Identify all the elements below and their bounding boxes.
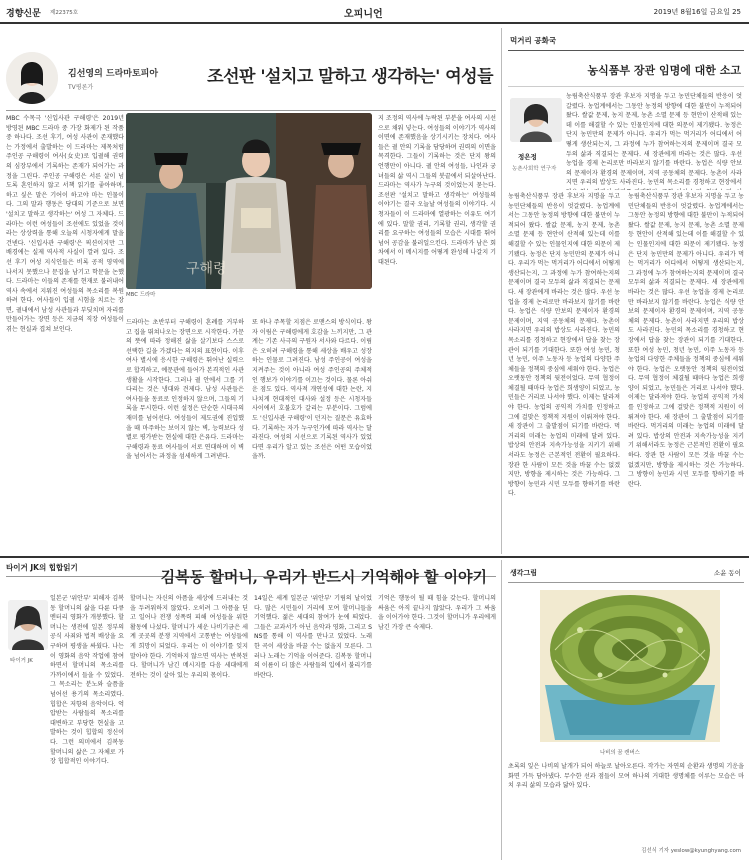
right-divider-top <box>508 50 744 51</box>
art-divider <box>508 582 744 583</box>
article-col-2: 드라마는 초반부터 구해령이 혼례를 거부하고 집을 뛰쳐나오는 장면으로 시작한다. 가문의 뜻에 따라 정해진 삶을 살기보다 스스로 선택한 길을 가겠다는 의지의 표현이다. 이후 여사 별시에 응시한 구해령은 뛰어난 실력으로 합격하고, 예문관에 들어가 본격적인 사관 생활을 시작한다. 그러나 궐 안에서 그를 기다리는 것은 냉대와 견제다. 남성 사관들은 여사들을 동료로 인정하지 않으며, 그들의 기록을 무시한다. 이런 설정은 단순한 시대극의 재미를 넘어선다. 여성들이 제도권에 진입했을 때 마주하는 보이지 않는 벽, 능력보다 성별로 평가받는 현실에 대한 은유다. 드라마는 구해령과 동료 여사들이 서로 연대하며 이 벽을 넘어서는 과정을 섬세하게 그려낸다. <box>126 319 244 461</box>
art-description: 초록의 잎은 나비의 날개가 되어 하늘로 날아오른다. 작가는 자연의 순환과 생명의 기운을 화면 가득 담아냈다. 무수한 선과 점들이 모여 하나의 거대한 생명체를 이루는 모습은 마치 우리 삶의 모습과 닮아 있다. <box>508 763 744 790</box>
date-page: 2019년 8월16일 금요일 25 <box>653 8 741 16</box>
drama-still-photo <box>126 113 372 289</box>
headline <box>168 52 493 92</box>
tiger-jk-photo <box>8 600 48 650</box>
right-headline: 농식품부 장관 임명에 대한 소고 <box>587 64 741 77</box>
section-title: 오피니언 <box>344 9 383 20</box>
bottom-column-divider <box>501 560 502 860</box>
art-caption: 나비의 꿈 캔버스 <box>600 750 640 756</box>
headline-text: 조선판 '설치고 말하고 생각하는' 여성들 <box>207 67 493 87</box>
bottom-column-label: 타이거 JK의 힙합읽기 <box>6 563 78 572</box>
right-article-col-2: 농림축산식품부 장관 후보자 지명을 두고 농민단체들의 반응이 엇갈렸다. 농업계에서는 그동안 농정의 방향에 대한 불만이 누적되어 왔다. 쌀값 문제, 농지 문제, 농촌 소멸 문제 등 현안이 산적해 있는데 이를 해결할 수 있는 인물인지에 대한 의문이 제기됐다. 농정은 단지 농민만의 문제가 아니다. 우리가 먹는 먹거리가 어디에서 어떻게 생산되는지, 그 과정에 누가 참여하는지의 문제이며 결국 모두의 삶과 직결되는 문제다. 새 장관에게 바라는 것은 많다. 우선 농업을 경제 논리로만 바라보지 않기를 바란다. 농업은 식량 안보의 문제이자 환경의 문제이며, 지역 공동체의 문제다. 농촌이 사라지면 우리의 밥상도 사라진다. 농민의 목소리를 경청하고 현장에서 답을 찾는 장관이 되기를 기대한다. 또한 여성 농민, 청년 농민, 이주 노동자 등 농업의 다양한 주체들을 정책의 중심에 세워야 한다. 농업은 오랫동안 정책의 뒷전이었다. 무역 협정이 체결될 때마다 농업은 희생양이 되었고, 농민들은 거리로 나서야 했다. 이제는 달라져야 한다. 농업의 공익적 가치를 인정하고 그에 걸맞은 정책적 지원이 이뤄져야 한다. 새 장관이 그 출발점이 되기를 바란다. 먹거리의 미래는 농업의 미래에 달려 있다. 밥상의 안전과 지속가능성을 지키기 위해서라도 농정은 근본적인 전환이 필요하다. 장관 한 사람이 모든 것을 바꿀 수는 없겠지만, 방향을 제시하는 것은 가능하다. 그 방향이 농민과 시민 모두를 향하기를 바란다. <box>628 193 744 488</box>
bottom-headline: 김복동 할머니, 우리가 반드시 기억해야 할 이야기 <box>160 568 487 586</box>
right-divider <box>508 86 744 87</box>
right-author-role: 농촌사회학 연구자 <box>512 166 557 172</box>
artwork <box>540 590 720 742</box>
reporter-email: 김선식 기자 yeslow@kyunghyang.com <box>641 848 741 854</box>
svg-text:구해령: 구해령 <box>186 261 227 277</box>
bottom-col-4: 기억은 행동이 될 때 힘을 갖는다. 할머니의 싸움은 아직 끝나지 않았다. 우리가 그 싸움을 이어가야 한다. 그것이 할머니가 우리에게 남긴 가장 큰 숙제다. <box>378 595 496 631</box>
photo-caption: MBC 드라마 <box>126 292 156 298</box>
bottom-col-2: 할머니는 자신의 아픔을 세상에 드러내는 것을 두려워하지 않았다. 오히려 그 아픔을 딛고 일어나 전쟁 성폭력 피해 여성들을 위한 활동에 나섰다. 할머니가 세운 나비기금은 세계 곳곳의 분쟁 지역에서 고통받는 여성들에게 희망이 되었다. 우리는 이 이야기를 잊지 말아야 한다. 기억하지 않으면 역사는 반복된다. 할머니가 남긴 메시지를 다음 세대에게 전하는 것이 살아 있는 우리의 몫이다. <box>130 595 248 679</box>
artist-name: 소윤 동이 <box>713 569 741 577</box>
divider <box>6 110 496 111</box>
right-article-head: 농림축산식품부 장관 후보자 지명을 두고 농민단체들의 반응이 엇갈렸다. 농업계에서는 그동안 농정의 방향에 대한 불만이 누적되어 왔다. 쌀값 문제, 농지 문제, 농촌 소멸 문제 등 현안이 산적해 있는데 이를 해결할 수 있는 인물인지에 대한 의문이 제기됐다. 농정은 단지 농민만의 문제가 아니다. 우리가 먹는 먹거리가 어디에서 어떻게 생산되는지, 그 과정에 누가 참여하는지의 문제이며 결국 모두의 삶과 직결되는 문제다. 새 장관에게 바라는 것은 많다. 우선 농업을 경제 논리로만 바라보지 않기를 바란다. 농업은 식량 안보의 문제이자 환경의 문제이며, 지역 공동체의 문제다. 농촌이 사라지면 우리의 밥상도 사라진다. 농민의 목소리를 경청하고 현장에서 <box>566 93 742 187</box>
right-column-label: 먹거리 공화국 <box>510 36 557 45</box>
masthead <box>0 0 749 24</box>
section-rule <box>0 556 749 558</box>
paper-name: 경향신문 <box>6 9 41 19</box>
bottom-col-1: 일본군 '위안부' 피해자 김복동 할머니의 삶을 다룬 다큐멘터리 영화가 개봉했다. 할머니는 생전에 일본 정부의 공식 사죄와 법적 배상을 요구하며 평생을 싸웠다. 나는 이 영화의 음악 작업에 참여하면서 할머니의 목소리를 가까이에서 들을 수 있었다. 그 목소리는 분노와 슬픔을 넘어선 용기의 목소리였다. 힙합은 저항의 음악이다. 억압받는 사람들의 목소리를 대변하고 부당한 현실을 고발하는 것이 힙합의 정신이다. 그런 의미에서 김복동 할머니의 삶은 그 자체로 가장 힙합적인 이야기다. <box>50 595 124 766</box>
right-author-photo <box>510 98 562 142</box>
author-avatar <box>6 52 58 104</box>
author-role: TV평론가 <box>68 84 94 91</box>
column-divider <box>501 28 502 554</box>
article-col-4: 지 조정의 역사에 누락된 부분을 여사의 시선으로 채워 넣는다. 여성들의 이야기가 역사의 이면에 존재했음을 상기시키는 장치다. 여사들은 궐 안의 기록을 담당하며 권력의 이면을 목격한다. 그들이 기록하는 것은 단지 왕의 언행만이 아니다. 궐 안의 여성들, 나인과 궁녀들의 삶 역시 그들의 붓끝에서 되살아난다. 드라마는 역사가 누구의 것이었는지 묻는다. 조선판 '설치고 말하고 생각하는' 여성들의 이야기는 결국 오늘날 여성들의 이야기다. 시청자들이 이 드라마에 열광하는 이유도 여기에 있다. 말할 권리, 기록할 권리, 생각할 권리를 요구하는 여성들의 모습은 시대를 뛰어넘어 공감을 불러일으킨다. 드라마가 남은 회차에서 이 메시지를 어떻게 완성해 나갈지 기대된다. <box>378 115 496 266</box>
bottom-author-name: 타이거 JK <box>10 658 33 664</box>
edition-number: 제22375호 <box>50 10 79 16</box>
right-author-name: 정은정 <box>518 153 537 161</box>
right-article-col-1: 농림축산식품부 장관 후보자 지명을 두고 농민단체들의 반응이 엇갈렸다. 농업계에서는 그동안 농정의 방향에 대한 불만이 누적되어 왔다. 쌀값 문제, 농지 문제, 농촌 소멸 문제 등 현안이 산적해 있는데 이를 해결할 수 있는 인물인지에 대한 의문이 제기됐다. 농정은 단지 농민만의 문제가 아니다. 우리가 먹는 먹거리가 어디에서 어떻게 생산되는지, 그 과정에 누가 참여하는지의 문제이며 결국 모두의 삶과 직결되는 문제다. 새 장관에게 바라는 것은 많다. 우선 농업을 경제 논리로만 바라보지 않기를 바란다. 농업은 식량 안보의 문제이자 환경의 문제이며, 지역 공동체의 문제다. 농촌이 사라지면 우리의 밥상도 사라진다. 농민의 목소리를 경청하고 현장에서 답을 찾는 장관이 되기를 기대한다. 또한 여성 농민, 청년 농민, 이주 노동자 등 농업의 다양한 주체들을 정책의 중심에 세워야 한다. 농업은 오랫동안 정책의 뒷전이었다. 무역 협정이 체결될 때마다 농업은 희생양이 되었고, 농민들은 거리로 나서야 했다. 이제는 달라져야 한다. 농업의 공익적 가치를 인정하고 그에 걸맞은 정책적 지원이 이뤄져야 한다. 새 장관이 그 출발점이 되기를 바란다. 먹거리의 미래는 농업의 미래에 달려 있다. 밥상의 안전과 지속가능성을 지키기 위해서라도 농정은 근본적인 전환이 필요하다. 장관 한 사람이 모든 것을 바꿀 수는 없겠지만, 방향을 제시하는 것은 가능하다. 그 방향이 농민과 시민 모두를 향하기를 바란다. <box>508 193 620 498</box>
article-col-3: 또 하나 주목할 지점은 로맨스의 방식이다. 왕자 이림은 구해령에게 호감을 느끼지만, 그 관계는 기존 사극의 구원자 서사와 다르다. 이림은 오히려 구해령을 통해 세상을 배우고 성장하는 인물로 그려진다. 남성 주인공이 여성을 지켜주는 것이 아니라 여성 주인공의 주체적인 행보가 이야기를 이끄는 것이다. 물론 아쉬운 점도 있다. 역사적 개연성에 대한 논란, 지나치게 현대적인 대사와 설정 등은 시청자들 사이에서 호불호가 갈리는 부분이다. 그럼에도 '신입사관 구해령'이 던지는 질문은 유효하다. 기록하는 자가 누구인가에 따라 역사는 달라진다. 여성의 시선으로 기록된 역사가 있었다면 우리가 알고 있는 조선은 어떤 모습이었을까. <box>252 319 372 461</box>
art-column-label: 생각그림 <box>510 569 538 577</box>
bottom-col-3: 14일은 세계 일본군 '위안부' 기림의 날이었다. 많은 시민들이 거리에 모여 할머니들을 기억했다. 젊은 세대의 참여가 눈에 띄었다. 그들은 교과서가 아닌 음악과 영화, 그리고 SNS를 통해 이 역사를 만나고 있었다. 노래 한 곡이 세상을 바꿀 수는 없을지 모른다. 그러나 노래는 기억을 이어준다. 김복동 할머니의 이름이 더 많은 사람들의 입에서 불리기를 바란다. <box>254 595 372 679</box>
column-label: 김선영의 드라마토피아 <box>68 69 159 79</box>
article-col-1: MBC 수목극 '신입사관 구해령'은 2019년 방영된 MBC 드라마 중 가장 화제가 된 작품 중 하나다. 조선 후기, 여성 사관이 존재했다는 가정에서 출발하는 이 드라마는 제목처럼 주인공 구해령이 여사(女史)로 입궐해 권력의 심장부에서 기록하는 존재가 되어가는 과정을 그린다. 주인공 구해령은 서른 살이 넘도록 혼인하지 않고 서책 읽기를 좋아하며, 하고 싶은 말은 기어이 하고야 마는 인물이다. 그의 말과 행동은 당대의 기준으로 보면 '설치고 말하고 생각하는' 여성 그 자체다. 드라마는 이런 여성들이 조선에도 있었을 것이라는 상상력을 통해 오늘의 시청자에게 말을 건넨다. '신입사관 구해령'은 픽션이지만 그 배경에는 실제 역사적 사실이 깔려 있다. 조선 후기 여성 지식인들은 비록 공적 영역에 나서지 못했으나 문집을 남기고 학문을 논했다. 드라마는 이들의 존재를 현재로 불러내어 역사 속에서 지워진 여성들의 목소리를 복원하려 한다. 여사들이 입궐 시험을 치르는 장면, 궐내에서 남성 사관들과 부딪치며 자리를 만들어가는 장면 등은 지금의 직장 여성들이 겪는 현실과 겹쳐 보인다. <box>6 115 124 334</box>
